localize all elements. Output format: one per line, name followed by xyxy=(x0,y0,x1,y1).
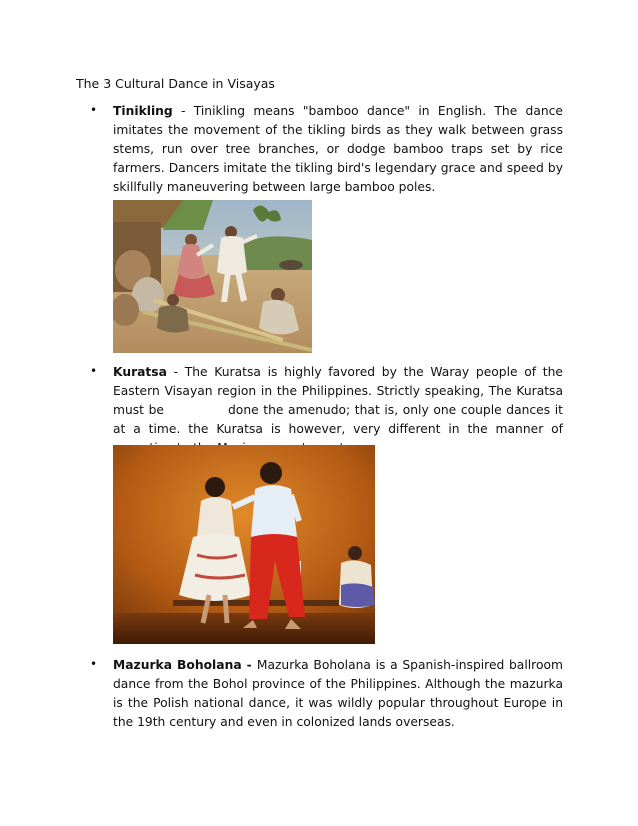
tinikling-painting xyxy=(113,200,312,353)
bullet-icon: • xyxy=(90,103,98,117)
dance-entry-text xyxy=(113,656,563,732)
dance-description-continued: done the amenudo; that is, only one couple dances it at a time. the Kuratsa is however, very different in the manner of xyxy=(113,403,563,436)
dance-separator: - xyxy=(166,365,185,379)
bullet-icon: • xyxy=(90,364,98,378)
list-item-tinikling xyxy=(90,102,563,197)
page-title: The 3 Cultural Dance in Visayas xyxy=(76,76,275,91)
dance-entry-text xyxy=(113,102,563,197)
dance-description: The Kuratsa is highly favored by the Waray people of the Eastern Visayan region in the Philippines. Strictly speaking, The Kuratsa must be xyxy=(113,365,563,417)
dance-description: Mazurka Boholana is a Spanish-inspired ballroom dance from the Bohol province of the Philippines. Although the mazurka is the Polish national dance, it was wildly popular throughout Europe in the 19th century and even in colonized lands overseas. xyxy=(113,658,563,729)
list-item-mazurka-boholana xyxy=(90,656,563,732)
dance-entry-text xyxy=(113,363,563,458)
dance-name: Tinikling xyxy=(113,104,173,118)
dance-description: Tinikling means "bamboo dance" in English. The dance imitates the movement of the tikling birds as they walk between grass stems, run over tree branches, or dodge bamboo traps set by rice farmers. Dancers imitate the tikling bird's legendary grace and speed by skillfully maneuvering between large bamboo poles. xyxy=(113,104,563,194)
bullet-icon: • xyxy=(90,657,98,671)
list-item-kuratsa xyxy=(90,363,563,458)
dance-name: Kuratsa xyxy=(113,365,167,379)
dance-separator: - xyxy=(172,104,194,118)
kuratsa-photo xyxy=(113,445,375,644)
dance-name: Mazurka Boholana xyxy=(113,658,242,672)
dance-separator: - xyxy=(241,658,257,672)
